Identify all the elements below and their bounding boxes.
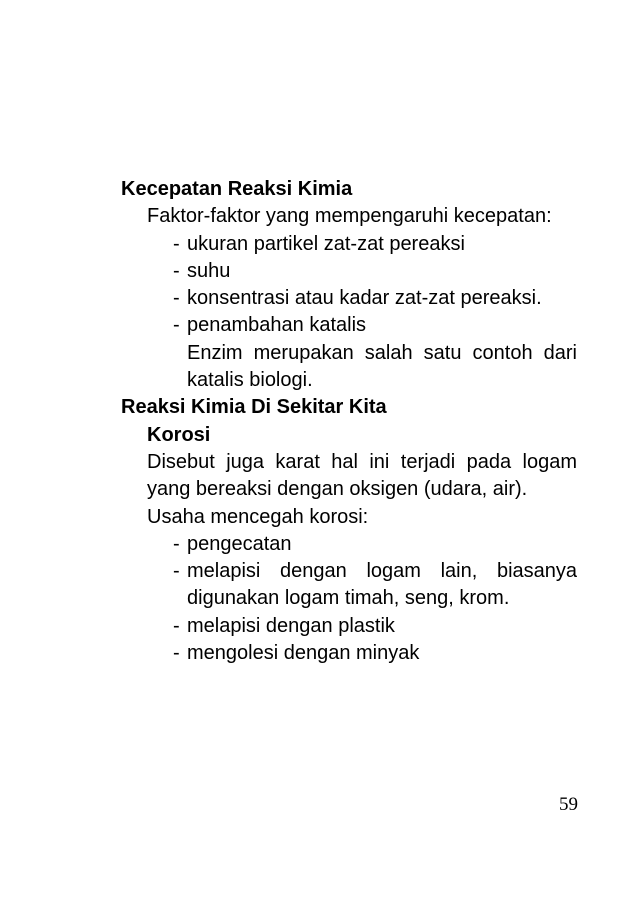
list-item-text: ukuran partikel zat-zat pereaksi bbox=[187, 232, 465, 255]
factors-intro: Faktor-faktor yang mempengaruhi kecepatan: bbox=[147, 205, 552, 228]
list-dash: - bbox=[173, 614, 180, 637]
list-item-text: melapisi dengan logam lain, biasanya digunakan logam timah, seng, krom. bbox=[187, 560, 577, 610]
list-item bbox=[173, 558, 577, 613]
list-dash: - bbox=[173, 532, 180, 555]
prevention-list bbox=[121, 531, 577, 667]
list-dash: - bbox=[173, 287, 180, 310]
page-number: 59 bbox=[559, 794, 578, 815]
list-item-text: melapisi dengan plastik bbox=[187, 614, 395, 637]
list-dash: - bbox=[173, 314, 180, 337]
list-item-text: konsentrasi atau kadar zat-zat pereaksi. bbox=[187, 287, 542, 310]
catalyst-note: Enzim merupakan salah satu contoh dari katalis biologi. bbox=[187, 341, 577, 392]
list-item-text: mengolesi dengan minyak bbox=[187, 642, 420, 665]
list-item bbox=[173, 613, 577, 640]
list-item-text: pengecatan bbox=[187, 532, 292, 555]
list-item-text: suhu bbox=[187, 259, 231, 282]
list-item bbox=[173, 258, 577, 285]
prevention-title: Usaha mencegah korosi: bbox=[147, 505, 369, 528]
section-heading-everyday-reactions: Reaksi Kimia Di Sekitar Kita bbox=[121, 396, 387, 419]
list-dash: - bbox=[173, 642, 180, 665]
corrosion-description: Disebut juga karat hal ini terjadi pada logam yang bereaksi dengan oksigen (udara, air). bbox=[147, 450, 577, 501]
list-dash: - bbox=[173, 560, 180, 583]
list-dash: - bbox=[173, 232, 180, 255]
list-item bbox=[173, 531, 577, 558]
list-item-text: penambahan katalis bbox=[187, 314, 367, 337]
factors-list bbox=[121, 231, 577, 395]
list-dash: - bbox=[173, 259, 180, 282]
subheading-corrosion: Korosi bbox=[147, 423, 211, 446]
list-item bbox=[173, 312, 577, 394]
page-content bbox=[121, 176, 577, 667]
list-item bbox=[173, 231, 577, 258]
list-item bbox=[173, 285, 577, 312]
section-heading-reaction-rate: Kecepatan Reaksi Kimia bbox=[121, 178, 353, 200]
list-item bbox=[173, 640, 577, 667]
